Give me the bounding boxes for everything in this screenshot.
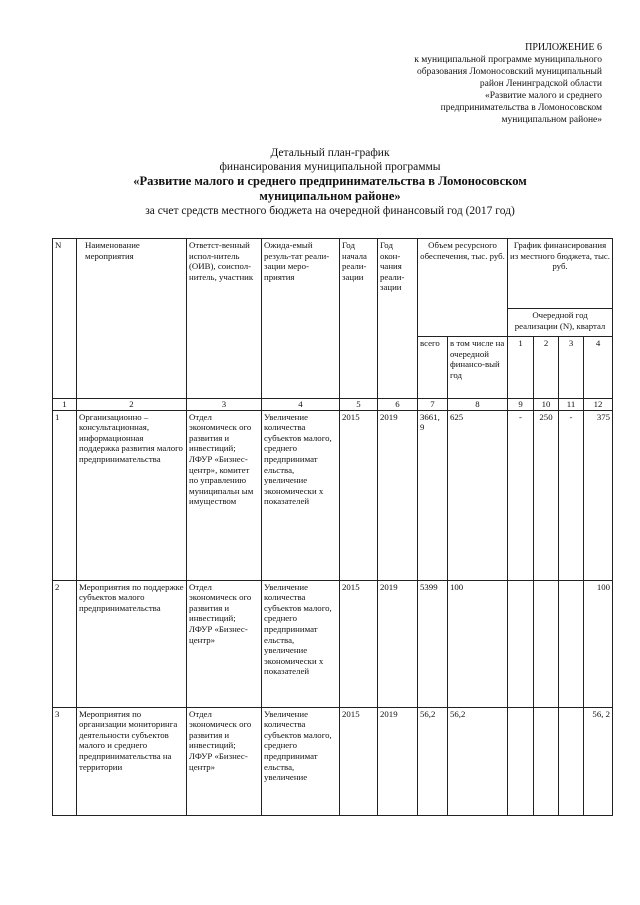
row-next: 100 <box>448 580 508 707</box>
row-n: 3 <box>53 707 77 815</box>
row-start: 2015 <box>340 707 378 815</box>
appendix-line: район Ленинградской области <box>479 79 602 89</box>
program-name: муниципальном районе» <box>259 189 401 203</box>
header-name: Наименование мероприятия <box>77 239 187 399</box>
header-q2: 2 <box>534 337 559 399</box>
row-q1: - <box>508 410 534 580</box>
header-end: Год окон-чания реали-зации <box>378 239 418 399</box>
row-q2 <box>534 580 559 707</box>
title-line: финансирования муниципальной программы <box>219 161 441 173</box>
row-resp: Отдел экономическ ого развития и инвестиций; ЛФУР «Бизнес-центр» <box>187 707 262 815</box>
row-total: 5399 <box>418 580 448 707</box>
col-number: 1 <box>53 399 77 411</box>
header-incl: в том числе на очередной финансо-вый год <box>448 337 508 399</box>
header-n: N <box>53 239 77 399</box>
appendix-line: к муниципальной программе муниципального <box>414 55 602 65</box>
row-name: Мероприятия по поддержке субъектов малого предпринимательства <box>77 580 187 707</box>
row-name: Организационно – консультационная, информационная поддержка развития малого предпринимательства <box>77 410 187 580</box>
row-end: 2019 <box>378 580 418 707</box>
program-name: «Развитие малого и среднего предпринимательства в Ломоносовском <box>133 174 527 188</box>
title-line: Детальный план-график <box>270 147 390 159</box>
col-number: 8 <box>448 399 508 411</box>
col-number: 10 <box>534 399 559 411</box>
appendix-block <box>302 42 602 126</box>
col-number: 12 <box>584 399 613 411</box>
col-number: 4 <box>262 399 340 411</box>
header-resp: Ответст-венный испол-нитель (ОИВ), соиспол-нитель, участник <box>187 239 262 399</box>
row-start: 2015 <box>340 410 378 580</box>
row-next: 56,2 <box>448 707 508 815</box>
col-number: 6 <box>378 399 418 411</box>
row-resp: Отдел экономическ ого развития и инвестиций; ЛФУР «Бизнес-центр», комитет по управлению муниципальн ым имуществом <box>187 410 262 580</box>
header-next-year: Очередной год реализации (N), квартал <box>508 309 613 337</box>
col-number: 9 <box>508 399 534 411</box>
financing-table <box>52 238 613 816</box>
column-numbers-row <box>53 399 613 411</box>
row-q3 <box>559 580 584 707</box>
row-result: Увеличение количества субъектов малого, среднего предпринимат ельства, увеличение экономически х показателей <box>262 580 340 707</box>
col-number: 5 <box>340 399 378 411</box>
row-q3 <box>559 707 584 815</box>
row-name: Мероприятия по организации мониторинга деятельности субъектов малого и среднего предпринимательства на территории <box>77 707 187 815</box>
row-q1 <box>508 707 534 815</box>
row-result: Увеличение количества субъектов малого, среднего предпринимат ельства, увеличение <box>262 707 340 815</box>
appendix-line: образования Ломоносовский муниципальный <box>417 67 602 77</box>
col-number: 3 <box>187 399 262 411</box>
row-n: 1 <box>53 410 77 580</box>
row-result: Увеличение количества субъектов малого, среднего предпринимат ельства, увеличение экономически х показателей <box>262 410 340 580</box>
header-total: всего <box>418 337 448 399</box>
row-total: 56,2 <box>418 707 448 815</box>
row-next: 625 <box>448 410 508 580</box>
row-end: 2019 <box>378 707 418 815</box>
header-q1: 1 <box>508 337 534 399</box>
appendix-line: муниципальном районе» <box>501 115 602 125</box>
appendix-line: предпринимательства в Ломоносовском <box>440 103 602 113</box>
row-q1 <box>508 580 534 707</box>
row-q4: 375 <box>584 410 613 580</box>
appendix-line: «Развитие малого и среднего <box>485 91 602 101</box>
row-start: 2015 <box>340 580 378 707</box>
table-row <box>53 410 613 580</box>
table-row <box>53 707 613 815</box>
header-row <box>53 239 613 309</box>
row-q4: 56, 2 <box>584 707 613 815</box>
row-total: 3661, 9 <box>418 410 448 580</box>
row-resp: Отдел экономическ ого развития и инвестиций; ЛФУР «Бизнес-центр» <box>187 580 262 707</box>
row-q2: 250 <box>534 410 559 580</box>
row-end: 2019 <box>378 410 418 580</box>
header-volume: Объем ресурсного обеспечения, тыс. руб. <box>418 239 508 337</box>
document-title <box>50 146 610 218</box>
title-subline: за счет средств местного бюджета на очередной финансовый год (2017 год) <box>145 205 515 217</box>
header-q4: 4 <box>584 337 613 399</box>
header-result: Ожида-емый резуль-тат реали-зации меро-приятия <box>262 239 340 399</box>
row-q4: 100 <box>584 580 613 707</box>
row-q2 <box>534 707 559 815</box>
header-start: Год начала реали-зации <box>340 239 378 399</box>
row-n: 2 <box>53 580 77 707</box>
col-number: 7 <box>418 399 448 411</box>
header-schedule: График финансирования из местного бюджета, тыс. руб. <box>508 239 613 309</box>
appendix-title: ПРИЛОЖЕНИЕ 6 <box>525 42 602 53</box>
col-number: 2 <box>77 399 187 411</box>
row-q3: - <box>559 410 584 580</box>
table-row <box>53 580 613 707</box>
header-q3: 3 <box>559 337 584 399</box>
col-number: 11 <box>559 399 584 411</box>
